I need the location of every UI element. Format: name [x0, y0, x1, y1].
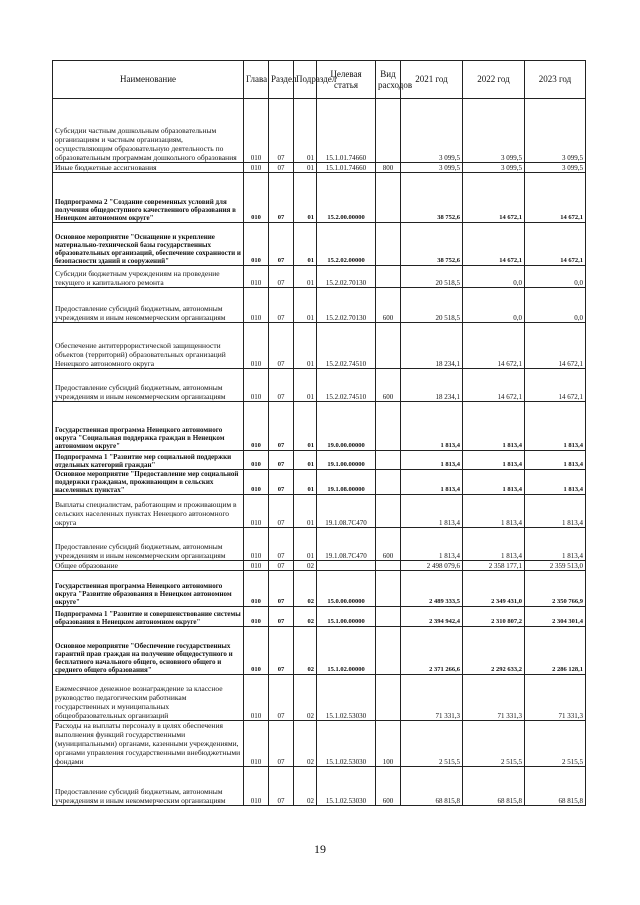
row-2022: 2 292 633,2 [463, 627, 525, 675]
row-razdel: 07 [269, 627, 294, 675]
row-vid [376, 402, 401, 451]
row-2021: 3 099,5 [401, 99, 463, 163]
col-podrazdel-header: Подраздел [294, 61, 317, 99]
row-2021: 2 515,5 [401, 721, 463, 767]
row-glava: 010 [244, 266, 269, 288]
row-vid [376, 675, 401, 721]
row-2021: 68 815,8 [401, 767, 463, 806]
row-glava: 010 [244, 173, 269, 223]
row-glava: 010 [244, 561, 269, 571]
row-glava: 010 [244, 470, 269, 495]
row-target: 19.1.08.7С470 [317, 528, 376, 561]
row-2021: 2 489 333,5 [401, 571, 463, 607]
row-glava: 010 [244, 163, 269, 173]
row-vid: 600 [376, 528, 401, 561]
table-row [53, 323, 586, 369]
page-number: 19 [314, 842, 326, 856]
row-2021: 2 498 079,6 [401, 561, 463, 571]
row-2023: 14 672,1 [525, 223, 586, 266]
row-vid [376, 470, 401, 495]
row-glava: 010 [244, 607, 269, 627]
row-vid [376, 323, 401, 369]
row-2022: 1 813,4 [463, 528, 525, 561]
row-glava: 010 [244, 99, 269, 163]
row-2023: 1 813,4 [525, 402, 586, 451]
col-2023-header: 2023 год [525, 61, 586, 99]
row-name: Иные бюджетные ассигнования [53, 163, 244, 173]
table-row [53, 288, 586, 323]
row-razdel: 07 [269, 571, 294, 607]
row-2022: 1 813,4 [463, 495, 525, 528]
row-razdel: 07 [269, 99, 294, 163]
row-2021: 2 371 266,6 [401, 627, 463, 675]
row-glava: 010 [244, 571, 269, 607]
row-2023: 3 099,5 [525, 99, 586, 163]
row-target: 15.1.01.74660 [317, 99, 376, 163]
row-2023: 1 813,4 [525, 451, 586, 470]
row-podrazdel: 02 [294, 561, 317, 571]
row-2021: 71 331,3 [401, 675, 463, 721]
row-vid [376, 561, 401, 571]
row-target: 15.1.02.53030 [317, 675, 376, 721]
row-glava: 010 [244, 495, 269, 528]
row-name: Предоставление субсидий бюджетным, автономным учреждениям и иным некоммерческим организациям [53, 288, 244, 323]
row-target: 15.1.00.00000 [317, 607, 376, 627]
row-razdel: 07 [269, 369, 294, 402]
row-name: Общее образование [53, 561, 244, 571]
row-2022: 68 815,8 [463, 767, 525, 806]
row-2021: 1 813,4 [401, 495, 463, 528]
row-podrazdel: 01 [294, 402, 317, 451]
row-name: Предоставление субсидий бюджетным, автономным учреждениям и иным некоммерческим организациям [53, 528, 244, 561]
row-2022: 1 813,4 [463, 402, 525, 451]
row-razdel: 07 [269, 721, 294, 767]
row-vid: 600 [376, 369, 401, 402]
row-razdel: 07 [269, 173, 294, 223]
row-2023: 14 672,1 [525, 173, 586, 223]
row-2023: 1 813,4 [525, 470, 586, 495]
row-2022: 14 672,1 [463, 323, 525, 369]
row-2022: 3 099,5 [463, 163, 525, 173]
row-podrazdel: 01 [294, 163, 317, 173]
row-vid [376, 173, 401, 223]
row-name: Государственная программа Ненецкого автономного округа "Развитие образования в Ненецком автономном округе" [53, 571, 244, 607]
row-2021: 18 234,1 [401, 323, 463, 369]
row-vid [376, 627, 401, 675]
table-row [53, 470, 586, 495]
col-name-header: Наименование [53, 61, 244, 99]
row-target: 15.1.02.53030 [317, 767, 376, 806]
row-2023: 2 515,5 [525, 721, 586, 767]
row-razdel: 07 [269, 675, 294, 721]
row-target: 15.2.02.74510 [317, 323, 376, 369]
row-2022: 14 672,1 [463, 369, 525, 402]
row-name: Обеспечение антитеррористической защищенности объектов (территорий) образовательных организаций Ненецкого автономного округа [53, 323, 244, 369]
row-name: Субсидии бюджетным учреждениям на проведение текущего и капитального ремонта [53, 266, 244, 288]
row-name: Предоставление субсидий бюджетным, автономным учреждениям и иным некоммерческим организациям [53, 369, 244, 402]
row-2023: 71 331,3 [525, 675, 586, 721]
row-name: Подпрограмма 1 "Развитие и совершенствование системы образования в Ненецком автономном округе" [53, 607, 244, 627]
row-vid [376, 99, 401, 163]
col-vid-header: Вид расходов [376, 61, 401, 99]
row-2023: 2 350 766,9 [525, 571, 586, 607]
row-razdel: 07 [269, 163, 294, 173]
row-2022: 2 515,5 [463, 721, 525, 767]
col-2021-header: 2021 год [401, 61, 463, 99]
row-podrazdel: 01 [294, 223, 317, 266]
row-2021: 38 752,6 [401, 173, 463, 223]
row-name: Подпрограмма 1 "Развитие мер социальной поддержки отдельных категорий граждан" [53, 451, 244, 470]
row-2022: 0,0 [463, 266, 525, 288]
row-2022: 2 310 807,2 [463, 607, 525, 627]
row-razdel: 07 [269, 323, 294, 369]
row-podrazdel: 01 [294, 495, 317, 528]
row-vid [376, 451, 401, 470]
row-name: Основное мероприятие "Предоставление мер социальной поддержки гражданам, проживающим в сельских населенных пунктах" [53, 470, 244, 495]
row-name: Государственная программа Ненецкого автономного округа "Социальная поддержка граждан в Ненецком автономном округе" [53, 402, 244, 451]
row-glava: 010 [244, 767, 269, 806]
row-target: 15.1.02.00000 [317, 627, 376, 675]
row-podrazdel: 01 [294, 99, 317, 163]
row-razdel: 07 [269, 266, 294, 288]
row-podrazdel: 01 [294, 528, 317, 561]
row-target: 15.0.00.00000 [317, 571, 376, 607]
table-row [53, 223, 586, 266]
table-row [53, 163, 586, 173]
row-razdel: 07 [269, 561, 294, 571]
table-row [53, 571, 586, 607]
row-2022: 2 349 431,0 [463, 571, 525, 607]
row-razdel: 07 [269, 451, 294, 470]
row-podrazdel: 02 [294, 767, 317, 806]
row-podrazdel: 01 [294, 369, 317, 402]
row-2023: 0,0 [525, 266, 586, 288]
row-2021: 1 813,4 [401, 470, 463, 495]
row-2022: 14 672,1 [463, 173, 525, 223]
table-row [53, 675, 586, 721]
row-2021: 38 752,6 [401, 223, 463, 266]
row-2021: 3 099,5 [401, 163, 463, 173]
row-2022: 1 813,4 [463, 451, 525, 470]
row-razdel: 07 [269, 402, 294, 451]
budget-table [52, 60, 586, 806]
row-2023: 14 672,1 [525, 369, 586, 402]
table-row [53, 627, 586, 675]
row-2022: 3 099,5 [463, 99, 525, 163]
row-target: 15.2.02.74510 [317, 369, 376, 402]
row-podrazdel: 01 [294, 173, 317, 223]
row-vid [376, 495, 401, 528]
row-glava: 010 [244, 675, 269, 721]
row-vid [376, 607, 401, 627]
row-name: Расходы на выплаты персоналу в целях обеспечения выполнения функций государственными (муниципальными) органами, казенными учреждениями, органами управления государственными внебюджетными фондами [53, 721, 244, 767]
row-glava: 010 [244, 451, 269, 470]
row-target: 15.1.02.53030 [317, 721, 376, 767]
row-razdel: 07 [269, 223, 294, 266]
row-razdel: 07 [269, 607, 294, 627]
row-target: 19.1.08.00000 [317, 470, 376, 495]
row-2021: 20 518,5 [401, 288, 463, 323]
row-glava: 010 [244, 288, 269, 323]
row-target: 15.2.02.70130 [317, 266, 376, 288]
row-target: 19.0.00.00000 [317, 402, 376, 451]
table-row [53, 369, 586, 402]
row-vid [376, 266, 401, 288]
row-name: Ежемесячное денежное вознаграждение за классное руководство педагогическим работникам государственных и муниципальных общеобразовательных организаций [53, 675, 244, 721]
row-2023: 14 672,1 [525, 323, 586, 369]
row-glava: 010 [244, 721, 269, 767]
row-podrazdel: 01 [294, 288, 317, 323]
row-razdel: 07 [269, 470, 294, 495]
row-glava: 010 [244, 402, 269, 451]
table-row [53, 99, 586, 163]
row-2023: 2 304 301,4 [525, 607, 586, 627]
row-glava: 010 [244, 323, 269, 369]
row-target: 15.1.01.74660 [317, 163, 376, 173]
row-name: Выплаты специалистам, работающим и проживающим в сельских населенных пунктах Ненецкого автономного округа [53, 495, 244, 528]
row-vid: 600 [376, 767, 401, 806]
table-row [53, 402, 586, 451]
row-razdel: 07 [269, 528, 294, 561]
row-2021: 1 813,4 [401, 528, 463, 561]
table-row [53, 607, 586, 627]
row-2021: 2 394 942,4 [401, 607, 463, 627]
row-vid [376, 223, 401, 266]
row-2023: 68 815,8 [525, 767, 586, 806]
col-target-header: Целевая статья [317, 61, 376, 99]
row-glava: 010 [244, 223, 269, 266]
table-row [53, 451, 586, 470]
row-glava: 010 [244, 627, 269, 675]
row-razdel: 07 [269, 495, 294, 528]
row-podrazdel: 02 [294, 627, 317, 675]
row-2021: 1 813,4 [401, 451, 463, 470]
row-target [317, 561, 376, 571]
col-razdel-header: Раздел [269, 61, 294, 99]
row-name: Субсидии частным дошкольным образовательным организациям и частным организациям, осуществляющим образовательную деятельность по образовательным программам дошкольного образования [53, 99, 244, 163]
row-2023: 1 813,4 [525, 495, 586, 528]
row-2022: 0,0 [463, 288, 525, 323]
row-podrazdel: 02 [294, 607, 317, 627]
row-vid: 100 [376, 721, 401, 767]
col-glava-header: Глава [244, 61, 269, 99]
row-name: Предоставление субсидий бюджетным, автономным учреждениям и иным некоммерческим организациям [53, 767, 244, 806]
row-2022: 14 672,1 [463, 223, 525, 266]
row-2022: 1 813,4 [463, 470, 525, 495]
row-2022: 2 358 177,1 [463, 561, 525, 571]
row-name: Подпрограмма 2 "Создание современных условий для получения общедоступного качественного образования в Ненецком автономном округе" [53, 173, 244, 223]
row-vid [376, 571, 401, 607]
row-podrazdel: 02 [294, 721, 317, 767]
row-2023: 1 813,4 [525, 528, 586, 561]
col-2022-header: 2022 год [463, 61, 525, 99]
row-name: Основное мероприятие "Оснащение и укрепление материально-технической базы государственных образовательных организаций, обеспечение сохранности и безопасности зданий и сооружений" [53, 223, 244, 266]
row-2023: 2 286 128,1 [525, 627, 586, 675]
header-row [53, 61, 586, 99]
table-row [53, 495, 586, 528]
row-2023: 2 359 513,0 [525, 561, 586, 571]
row-podrazdel: 02 [294, 571, 317, 607]
row-podrazdel: 01 [294, 470, 317, 495]
table-row [53, 721, 586, 767]
row-razdel: 07 [269, 767, 294, 806]
row-razdel: 07 [269, 288, 294, 323]
row-target: 15.2.00.00000 [317, 173, 376, 223]
row-podrazdel: 02 [294, 675, 317, 721]
row-vid: 600 [376, 288, 401, 323]
table-row [53, 266, 586, 288]
row-2021: 20 518,5 [401, 266, 463, 288]
row-2021: 18 234,1 [401, 369, 463, 402]
row-2022: 71 331,3 [463, 675, 525, 721]
table-row [53, 173, 586, 223]
row-target: 19.1.08.7С470 [317, 495, 376, 528]
row-vid: 800 [376, 163, 401, 173]
table-row [53, 767, 586, 806]
row-glava: 010 [244, 528, 269, 561]
row-target: 19.1.00.00000 [317, 451, 376, 470]
row-podrazdel: 01 [294, 266, 317, 288]
row-name: Основное мероприятие "Обеспечение государственных гарантий прав граждан на получение общедоступного и бесплатного начального общего, основного общего и среднего общего образования" [53, 627, 244, 675]
row-glava: 010 [244, 369, 269, 402]
row-target: 15.2.02.70130 [317, 288, 376, 323]
table-row [53, 561, 586, 571]
row-2023: 0,0 [525, 288, 586, 323]
row-2023: 3 099,5 [525, 163, 586, 173]
row-podrazdel: 01 [294, 323, 317, 369]
row-2021: 1 813,4 [401, 402, 463, 451]
row-target: 15.2.02.00000 [317, 223, 376, 266]
row-podrazdel: 01 [294, 451, 317, 470]
table-row [53, 528, 586, 561]
